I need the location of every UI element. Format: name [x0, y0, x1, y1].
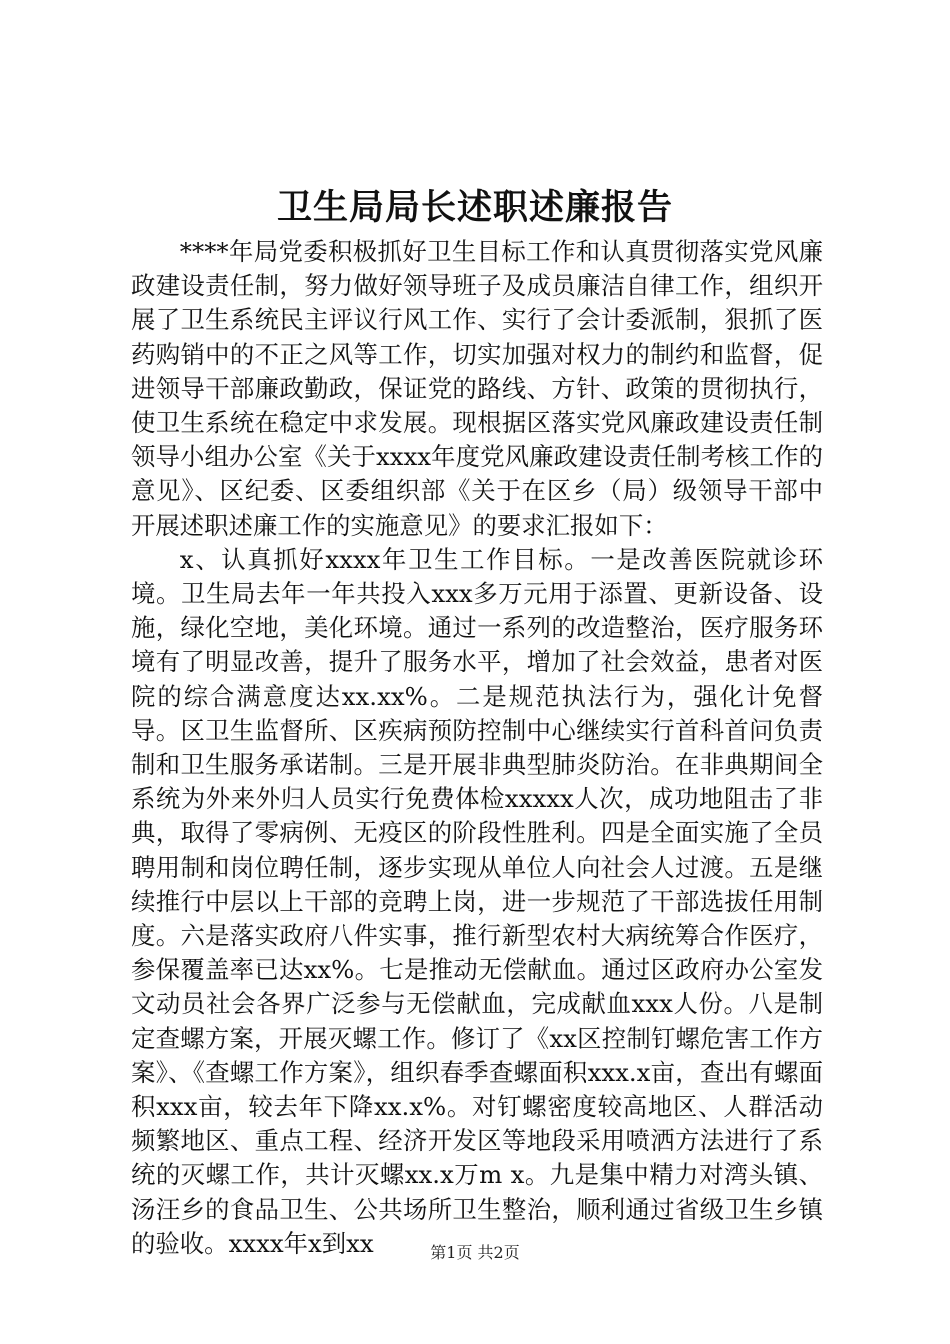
document-body	[131, 235, 823, 1261]
page-number-footer: 第1页 共2页	[430, 1243, 520, 1262]
paragraph-intro: ****年局党委积极抓好卫生目标工作和认真贯彻落实党风廉政建设责任制，努力做好领导班子及成员廉洁自律工作，组织开展了卫生系统民主评议行风工作、实行了会计委派制，狠抓了医药购销中的不正之风等工作，切实加强对权力的制约和监督，促进领导干部廉政勤政，保证党的路线、方针、政策的贯彻执行，使卫生系统在稳定中求发展。现根据区落实党风廉政建设责任制领导小组办公室《关于xxxx年度党风廉政建设责任制考核工作的意见》、区纪委、区委组织部《关于在区乡（局）级领导干部中开展述职述廉工作的实施意见》的要求汇报如下：	[131, 237, 823, 540]
paragraph-section-1: x、认真抓好xxxx年卫生工作目标。一是改善医院就诊环境。卫生局去年一年共投入xxx多万元用于添置、更新设备、设施，绿化空地，美化环境。通过一系列的改造整治，医疗服务环境有了明显改善，提升了服务水平，增加了社会效益，患者对医院的综合满意度达xx.xx%。二是规范执法行为，强化计免督导。区卫生监督所、区疾病预防控制中心继续实行首科首问负责制和卫生服务承诺制。三是开展非典型肺炎防治。在非典期间全系统为外来外归人员实行免费体检xxxxx人次，成功地阻击了非典，取得了零病例、无疫区的阶段性胜利。四是全面实施了全员聘用制和岗位聘任制，逐步实现从单位人向社会人过渡。五是继续推行中层以上干部的竞聘上岗，进一步规范了干部选拔任用制度。六是落实政府八件实事，推行新型农村大病统筹合作医疗，参保覆盖率已达xx%。七是推动无偿献血。通过区政府办公室发文动员社会各界广泛参与无偿献血，完成献血xxx人份。八是制定查螺方案，开展灭螺工作。修订了《xx区控制钉螺危害工作方案》、《查螺工作方案》，组织春季查螺面积xxx.x亩，查出有螺面积xxx亩，较去年下降xx.x%。对钉螺密度较高地区、人群活动频繁地区、重点工程、经济开发区等地段采用喷洒方法进行了系统的灭螺工作，共计灭螺xx.x万m x。九是集中精力对湾头镇、汤汪乡的食品卫生、公共场所卫生整治，顺利通过省级卫生乡镇的验收。xxxx年x到xx	[131, 544, 823, 1258]
document-title: 卫生局局长述职述廉报告	[276, 187, 673, 228]
